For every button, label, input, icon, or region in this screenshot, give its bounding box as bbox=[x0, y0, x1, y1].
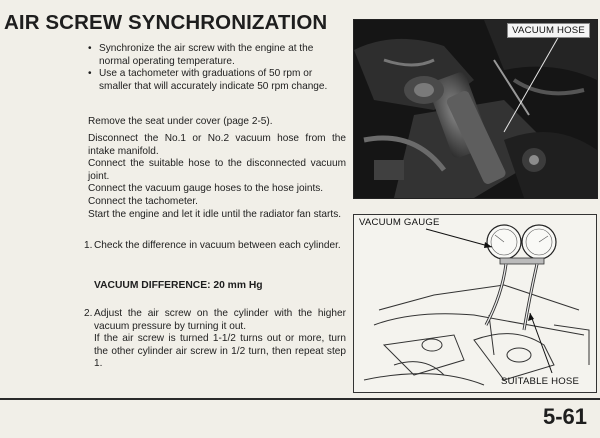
engine-photo bbox=[353, 19, 598, 199]
procedure-line: Connect the vacuum gauge hoses to the hose joints. bbox=[88, 183, 324, 195]
bullet-item bbox=[88, 43, 346, 68]
vacuum-gauge-diagram bbox=[353, 214, 597, 393]
procedure-line: Disconnect the No.1 or No.2 vacuum hose from the intake manifold. bbox=[88, 133, 346, 157]
remove-seat-instruction: Remove the seat under cover (page 2-5). bbox=[88, 116, 273, 128]
step-number: 2. bbox=[84, 308, 93, 319]
vacuum-hose-label: VACUUM HOSE bbox=[507, 23, 590, 38]
bullet-item bbox=[88, 68, 346, 93]
bullet-text: Synchronize the air screw with the engine at the normal operating temperature. bbox=[99, 43, 314, 67]
gauge-diagram-drawing bbox=[354, 215, 596, 392]
step-1 bbox=[84, 240, 346, 253]
bullet-list bbox=[88, 43, 346, 93]
page-number: 5-61 bbox=[542, 404, 587, 429]
step-text: Adjust the air screw on the cylinder with the higher vacuum pressure by turning it out. bbox=[94, 308, 346, 332]
step-number: 1. bbox=[84, 240, 93, 251]
step-2 bbox=[84, 308, 346, 371]
bullet-glyph: • bbox=[88, 68, 92, 80]
vacuum-difference-spec: VACUUM DIFFERENCE: 20 mm Hg bbox=[94, 280, 263, 291]
engine-photo-drawing bbox=[354, 20, 597, 198]
step-text: Check the difference in vacuum between each cylinder. bbox=[94, 240, 341, 251]
page-title: AIR SCREW SYNCHRONIZATION bbox=[4, 11, 328, 34]
bullet-text: Use a tachometer with graduations of 50 rpm or smaller that will accurately indicate 50 rpm change. bbox=[99, 68, 328, 92]
procedure-line: Start the engine and let it idle until the radiator fan starts. bbox=[88, 208, 342, 220]
procedure-line: Connect the tachometer. bbox=[88, 195, 198, 207]
bullet-glyph: • bbox=[88, 43, 92, 54]
step-text-note: If the air screw is turned 1-1/2 turns out or more, turn the other cylinder air screw in 1/2 turn, then repeat step 1. bbox=[94, 333, 346, 370]
footer-rule bbox=[0, 398, 600, 400]
procedure-line: Connect the suitable hose to the disconnected vacuum joint. bbox=[88, 158, 346, 182]
suitable-hose-label: SUITABLE HOSE bbox=[501, 376, 580, 387]
procedure-steps bbox=[88, 133, 346, 221]
vacuum-gauge-label: VACUUM GAUGE bbox=[359, 217, 440, 228]
